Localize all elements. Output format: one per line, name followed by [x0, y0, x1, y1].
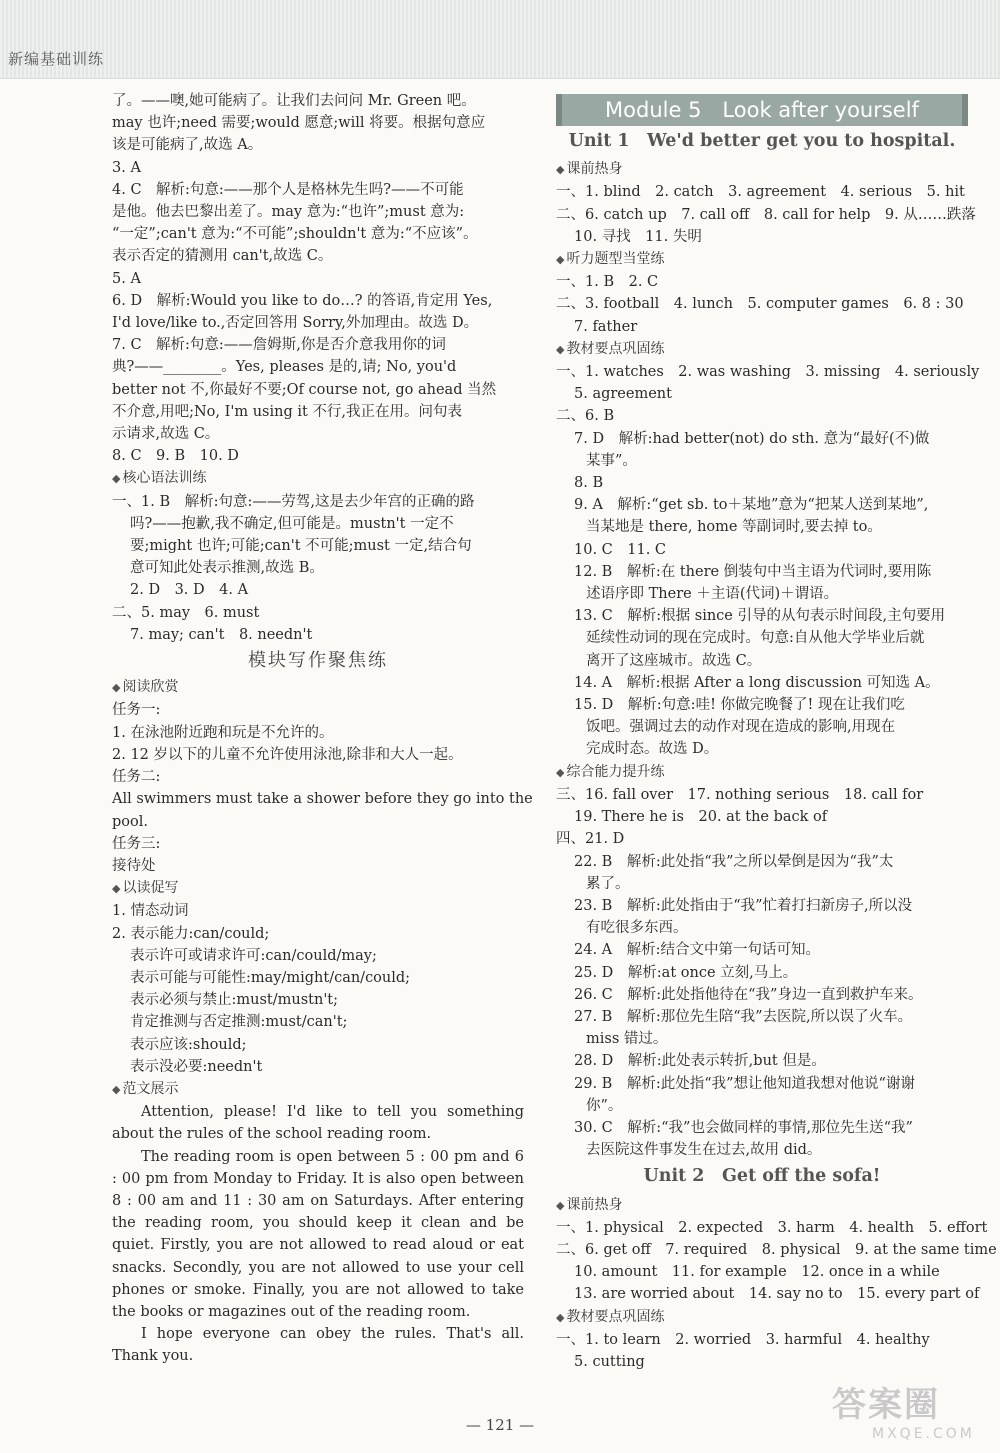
answer-line: 了。——噢,她可能病了。让我们去问问 Mr. Green 吧。 — [112, 93, 476, 109]
answer-line: 10. C 11. C — [574, 541, 667, 558]
answer-line: 二、6. get off 7. required 8. physical 9. at the same time — [556, 1241, 997, 1258]
diamond-icon: ◆ — [112, 681, 121, 695]
answer-line: may 也许;need 需要;would 愿意;will 将要。根据句意应 — [112, 115, 486, 132]
answer-line: 29. B 解析:此处指“我”想让他知道我想对他说“谢谢 — [574, 1075, 915, 1092]
answer-line: 要;might 也许;可能;can't 不可能;must 一定,结合句 — [130, 538, 472, 555]
answer-line: 某事”。 — [586, 452, 637, 469]
answer-line: 表示应该:should; — [130, 1036, 247, 1053]
essay-paragraph: I hope everyone can obey the rules. That's all. Thank you. — [112, 1326, 524, 1365]
answer-line: 表示可能与可能性:may/might/can/could; — [130, 969, 411, 986]
essay-paragraph: The reading room is open between 5 : 00 pm and 6 : 00 pm from Monday to Friday. It is also open between 8 : 00 am and 11 : 30 am on Saturdays. After entering the reading room, you should keep it clean and be quiet. Firstly, you are not allowed to read aloud or eat snacks. Secondly, you are not allowed to use your cell phones or smoke. Finally, you are not allowed to take the books or magazines out of the reading room. — [112, 1148, 524, 1320]
site-watermark — [832, 1377, 992, 1447]
answer-line: 一、1. blind 2. catch 3. agreement 4. serious 5. hit — [556, 184, 965, 201]
task-label: 任务二: — [112, 769, 161, 786]
section-heading-sample: ◆ 范文展示 — [112, 1080, 179, 1097]
answer-line: 7. father — [574, 318, 638, 335]
diamond-icon: ◆ — [556, 163, 565, 177]
diamond-icon: ◆ — [556, 342, 565, 356]
watermark-url: MXQE.COM — [872, 1426, 975, 1442]
diamond-icon: ◆ — [112, 472, 121, 486]
answer-line: 四、21. D — [556, 831, 625, 848]
answer-line: 去医院这件事发生在过去,故用 did。 — [586, 1142, 822, 1159]
answer-line: miss 错过。 — [586, 1031, 668, 1048]
answer-line: 30. C 解析:“我”也会做同样的事情,那位先生送“我” — [574, 1119, 913, 1136]
series-title: 新编基础训练 — [8, 50, 105, 68]
answer-line: 该是可能病了,故选 A。 — [112, 137, 263, 154]
answer-line: 二、3. football 4. lunch 5. computer games 6. 8 : 30 — [556, 296, 964, 313]
answer-line: 你”。 — [586, 1097, 623, 1114]
answer-line: 7. may; can't 8. needn't — [130, 626, 313, 643]
answer-line: 7. D 解析:had better(not) do sth. 意为“最好(不)做 — [574, 430, 930, 447]
answer-line: 一、1. physical 2. expected 3. harm 4. health 5. effort — [556, 1219, 988, 1236]
module-title-banner: Module 5 Look after yourself — [556, 94, 968, 126]
answer-line: 5. agreement — [574, 386, 672, 403]
answer-line: 6. D 解析:Would you like to do…? 的答语,肯定用 Yes, — [112, 292, 493, 309]
answer-line: 有吃很多东西。 — [586, 920, 688, 937]
page-number: — 121 — — [465, 1416, 535, 1434]
answer-line: 1. 情态动词 — [112, 903, 189, 920]
answer-line: I'd love/like to.,否定回答用 Sorry,外加理由。故选 D。 — [112, 315, 479, 332]
diamond-icon: ◆ — [556, 1310, 565, 1324]
section-heading-warmup: ◆ 课前热身 — [556, 161, 623, 178]
answer-line: 5. A — [112, 270, 141, 287]
answer-line: 吗?——抱歉,我不确定,但可能是。mustn't 一定不 — [130, 515, 454, 532]
right-column — [556, 90, 997, 1373]
answer-line: 12. B 解析:在 there 倒装句中当主语为代词时,要用陈 — [574, 563, 932, 580]
diamond-icon: ◆ — [556, 765, 565, 779]
answer-line: 离开了这座城市。故选 C。 — [586, 652, 762, 669]
answer-line: 24. A 解析:结合文中第一句话可知。 — [574, 942, 821, 959]
answer-line: 26. C 解析:此处指他待在“我”身边一直到救护车来。 — [574, 986, 923, 1003]
answer-line: 15. D 解析:句意:哇! 你做完晚餐了! 现在让我们吃 — [574, 697, 905, 714]
answer-line: 3. A — [112, 159, 141, 176]
answer-line: 8. C 9. B 10. D — [112, 448, 239, 465]
diamond-icon: ◆ — [556, 1198, 565, 1212]
answer-line: 一、1. to learn 2. worried 3. harmful 4. healthy — [556, 1331, 930, 1348]
essay-paragraph: Attention, please! I'd like to tell you something about the rules of the school reading room. — [112, 1104, 524, 1143]
page-header-band — [0, 0, 1000, 79]
diamond-icon: ◆ — [112, 1082, 121, 1096]
answer-line: 13. are worried about 14. say no to 15. every part of — [574, 1286, 980, 1303]
task-label: 任务一: — [112, 702, 161, 719]
diamond-icon: ◆ — [112, 882, 121, 896]
answer-line: 27. B 解析:那位先生陪“我”去医院,所以误了火车。 — [574, 1008, 913, 1025]
answer-line: 完成时态。故选 D。 — [586, 741, 719, 758]
task-label: 任务三: — [112, 835, 161, 852]
answer-line: 二、5. may 6. must — [112, 604, 260, 621]
answer-line: 表示必须与禁止:must/mustn't; — [130, 992, 339, 1009]
answer-line: 接待处 — [112, 857, 156, 874]
answer-line: 28. D 解析:此处表示转折,but 但是。 — [574, 1053, 826, 1070]
answer-line: pool. — [112, 813, 148, 830]
answer-line: 述语序即 There ＋主语(代词)＋谓语。 — [586, 586, 839, 603]
answer-line: 表示否定的猜测用 can't,故选 C。 — [112, 248, 333, 265]
answer-line: 是他。他去巴黎出差了。may 意为:“也许”;must 意为: — [112, 204, 465, 221]
section-heading-textbook2: ◆ 教材要点巩固练 — [556, 1308, 665, 1325]
answer-line: 2. D 3. D 4. A — [130, 582, 249, 599]
answer-line: better not 不,你最好不要;Of course not, go ahead 当然 — [112, 381, 497, 398]
answer-line: 4. C 解析:句意:——那个人是格林先生吗?——不可能 — [112, 181, 464, 198]
answer-line: 1. 在泳池附近跑和玩是不允许的。 — [112, 724, 334, 741]
answer-line: 23. B 解析:此处指由于“我”忙着打扫新房子,所以没 — [574, 897, 913, 914]
section-heading-ability: ◆ 综合能力提升练 — [556, 763, 665, 780]
answer-line: 7. C 解析:句意:——詹姆斯,你是否介意我用你的词 — [112, 337, 446, 354]
section-heading-listening: ◆ 听力题型当堂练 — [556, 251, 665, 268]
answer-line: 19. There he is 20. at the back of — [574, 809, 828, 826]
answer-line: 9. A 解析:“get sb. to＋某地”意为“把某人送到某地”, — [574, 497, 929, 514]
section-heading-reading: ◆ 阅读欣赏 — [112, 679, 179, 696]
answer-line: 14. A 解析:根据 After a long discussion 可知选 A。 — [574, 674, 940, 691]
answer-line: 2. 表示能力:can/could; — [112, 925, 270, 942]
answer-line: 10. amount 11. for example 12. once in a while — [574, 1264, 940, 1281]
answer-line: 肯定推测与否定推测:must/can't; — [130, 1014, 348, 1031]
answer-line: 三、16. fall over 17. nothing serious 18. call for — [556, 786, 924, 803]
answer-line: 示请求,故选 C。 — [112, 426, 220, 443]
section-heading-warmup2: ◆ 课前热身 — [556, 1196, 623, 1213]
answer-line: All swimmers must take a shower before they go into the — [112, 791, 533, 808]
section-heading-grammar: ◆ 核心语法训练 — [112, 470, 207, 487]
answer-line: 一、1. watches 2. was washing 3. missing 4. seriously — [556, 364, 980, 381]
answer-line: 13. C 解析:根据 since 引导的从句表示时间段,主句要用 — [574, 608, 946, 625]
answer-line: 5. cutting — [574, 1353, 645, 1370]
answer-line: 饭吧。强调过去的动作对现在造成的影响,用现在 — [586, 719, 896, 736]
left-column — [112, 90, 533, 1368]
answer-line: “一定”;can't 意为:“不可能”;shouldn't 意为:“不应该”。 — [112, 226, 478, 243]
answer-line: 延续性动词的现在完成时。句意:自从他大学毕业后就 — [586, 630, 925, 647]
answer-line: 典?——________。Yes, pleases 是的,请; No, you'd — [112, 359, 457, 376]
unit1-title: Unit 1 We'd better get you to hospital. — [568, 131, 956, 151]
answer-line: 一、1. B 2. C — [556, 274, 659, 291]
unit2-title: Unit 2 Get off the sofa! — [643, 1166, 881, 1187]
answer-line: 一、1. B 解析:句意:——劳驾,这是去少年宫的正确的路 — [112, 493, 475, 510]
section-heading-readwrite: ◆ 以读促写 — [112, 880, 179, 897]
writing-section-title: 模块写作聚焦练 — [248, 650, 388, 672]
answer-line: 2. 12 岁以下的儿童不允许使用泳池,除非和大人一起。 — [112, 746, 463, 763]
section-heading-textbook: ◆ 教材要点巩固练 — [556, 340, 665, 357]
answer-line: 累了。 — [586, 875, 630, 892]
watermark-logo-text: 答案圈 — [832, 1385, 940, 1425]
diamond-icon: ◆ — [556, 253, 565, 267]
answer-line: 25. D 解析:at once 立刻,马上。 — [574, 964, 798, 981]
answer-line: 不介意,用吧;No, I'm using it 不行,我正在用。问句表 — [112, 403, 463, 420]
answer-line: 当某地是 there, home 等副词时,要去掉 to。 — [586, 519, 882, 536]
answer-line: 二、6. catch up 7. call off 8. call for help 9. 从……跌落 — [556, 206, 976, 223]
answer-line: 二、6. B — [556, 408, 615, 425]
answer-line: 8. B — [574, 475, 604, 492]
answer-line: 表示许可或请求许可:can/could/may; — [130, 947, 377, 964]
answer-line: 22. B 解析:此处指“我”之所以晕倒是因为“我”太 — [574, 853, 894, 870]
answer-line: 意可知此处表示推测,故选 B。 — [130, 560, 324, 577]
answer-line: 表示没必要:needn't — [130, 1058, 263, 1075]
answer-line: 10. 寻找 11. 失明 — [574, 228, 702, 245]
